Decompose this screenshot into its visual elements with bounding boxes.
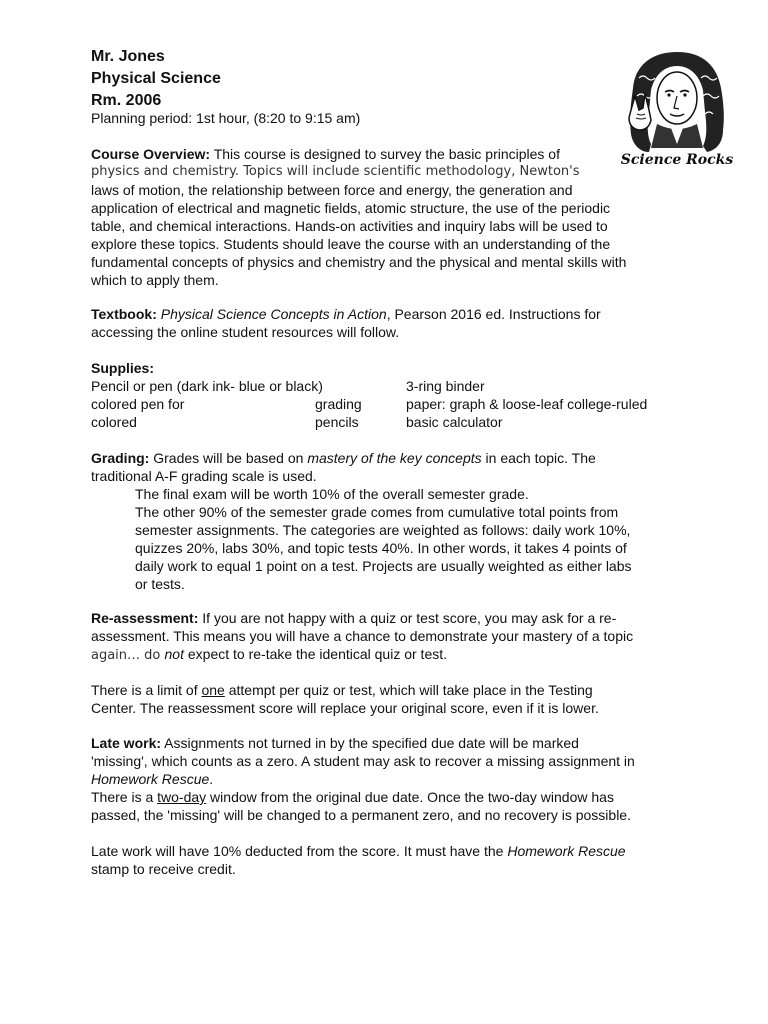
header-block — [91, 46, 221, 112]
supplies-label: Supplies: — [91, 360, 155, 376]
late-work-text: stamp to receive credit. — [91, 861, 236, 877]
supply-item: colored pen for — [91, 396, 185, 412]
textbook-label: Textbook: — [91, 306, 157, 322]
textbook-section — [91, 305, 601, 341]
late-work-text: 'missing', which counts as a zero. A student may ask to recover a missing assignment in — [91, 753, 635, 769]
reassessment-text: Center. The reassessment score will replace your original score, even if it is lower. — [91, 700, 599, 716]
reassessment-emphasis: not — [164, 646, 184, 662]
grading-text: or tests. — [135, 576, 185, 592]
late-work-emphasis: two-day — [157, 789, 207, 805]
late-work-text: . — [209, 771, 214, 787]
grading-text: traditional A-F grading scale is used. — [91, 468, 317, 484]
overview-text: explore these topics. Students should leave the course with an understanding of the — [91, 236, 611, 252]
grading-section — [91, 449, 632, 593]
late-work-text: window from the original due date. Once the two-day window has — [206, 789, 614, 805]
overview-text: fundamental concepts of physics and chemistry and the physical and mental skills with — [91, 254, 627, 270]
grading-text: semester assignments. The categories are weighted as follows: daily work 10%, — [135, 522, 631, 538]
late-work-text: There is a — [91, 789, 158, 805]
overview-text: laws of motion, the relationship between force and energy, the generation and — [91, 182, 573, 198]
late-work-text: passed, the 'missing' will be changed to a permanent zero, and no recovery is possible. — [91, 807, 631, 823]
late-work-section — [91, 734, 635, 878]
supply-item: grading — [315, 396, 362, 412]
course-title: Physical Science — [91, 70, 221, 87]
late-work-emphasis: Homework Rescue — [91, 771, 210, 787]
textbook-text: , Pearson 2016 ed. Instructions for — [386, 306, 601, 322]
overview-text: which to apply them. — [91, 272, 219, 288]
grading-text: quizzes 20%, labs 30%, and topic tests 40%. In other words, it takes 4 points of — [135, 540, 627, 556]
grading-text: in each topic. The — [481, 450, 596, 466]
reassessment-text: There is a limit of — [91, 682, 202, 698]
overview-text: application of electrical and magnetic fields, atomic structure, the use of the periodic — [91, 200, 611, 216]
late-work-text: Assignments not turned in by the specified due date will be marked — [161, 735, 579, 751]
late-work-text: Late work will have 10% deducted from the score. It must have the — [91, 843, 508, 859]
overview-text: physics and chemistry. Topics will include scientific methodology, Newton's — [91, 164, 580, 179]
overview-label: Course Overview: — [91, 146, 211, 162]
supply-item: Pencil or pen (dark ink- blue or black) — [91, 378, 323, 394]
reassessment-section — [91, 609, 633, 717]
reassessment-text: expect to re-take the identical quiz or test. — [183, 646, 448, 662]
grading-emphasis: mastery of the key concepts — [307, 450, 482, 466]
textbook-title: Physical Science Concepts in Action — [160, 306, 387, 322]
room-number: Rm. 2006 — [91, 92, 162, 109]
grading-label: Grading: — [91, 450, 150, 466]
teacher-name: Mr. Jones — [91, 48, 165, 65]
late-work-label: Late work: — [91, 735, 162, 751]
overview-text: This course is designed to survey the basic principles of — [210, 146, 560, 162]
late-work-emphasis: Homework Rescue — [507, 843, 626, 859]
supply-item: colored — [91, 414, 137, 430]
reassessment-label: Re-assessment: — [91, 610, 199, 626]
logo-text: Science Rocks — [621, 152, 733, 168]
grading-text: daily work to equal 1 point on a test. Projects are usually weighted as either labs — [135, 558, 632, 574]
overview-text: table, and chemical interactions. Hands-on activities and inquiry labs will be used to — [91, 218, 608, 234]
supply-item: basic calculator — [406, 414, 503, 430]
planning-period: Planning period: 1st hour, (8:20 to 9:15 am) — [91, 110, 361, 126]
reassessment-emphasis: one — [201, 682, 225, 698]
supply-item: paper: graph & loose-leaf college-ruled — [406, 396, 648, 412]
reassessment-text: again… do — [91, 648, 165, 663]
supply-item: pencils — [315, 414, 359, 430]
grading-text: Grades will be based on — [149, 450, 308, 466]
reassessment-text: If you are not happy with a quiz or test score, you may ask for a re- — [198, 610, 617, 626]
course-overview — [91, 145, 626, 289]
grading-text: The other 90% of the semester grade comes from cumulative total points from — [135, 504, 619, 520]
reassessment-text: assessment. This means you will have a chance to demonstrate your mastery of a topic — [91, 628, 634, 644]
grading-text: The final exam will be worth 10% of the overall semester grade. — [135, 486, 529, 502]
reassessment-text: attempt per quiz or test, which will take place in the Testing — [224, 682, 593, 698]
textbook-text: accessing the online student resources will follow. — [91, 324, 400, 340]
isaac-newton-rock-hand-icon — [621, 48, 733, 168]
supply-item: 3-ring binder — [406, 378, 485, 394]
